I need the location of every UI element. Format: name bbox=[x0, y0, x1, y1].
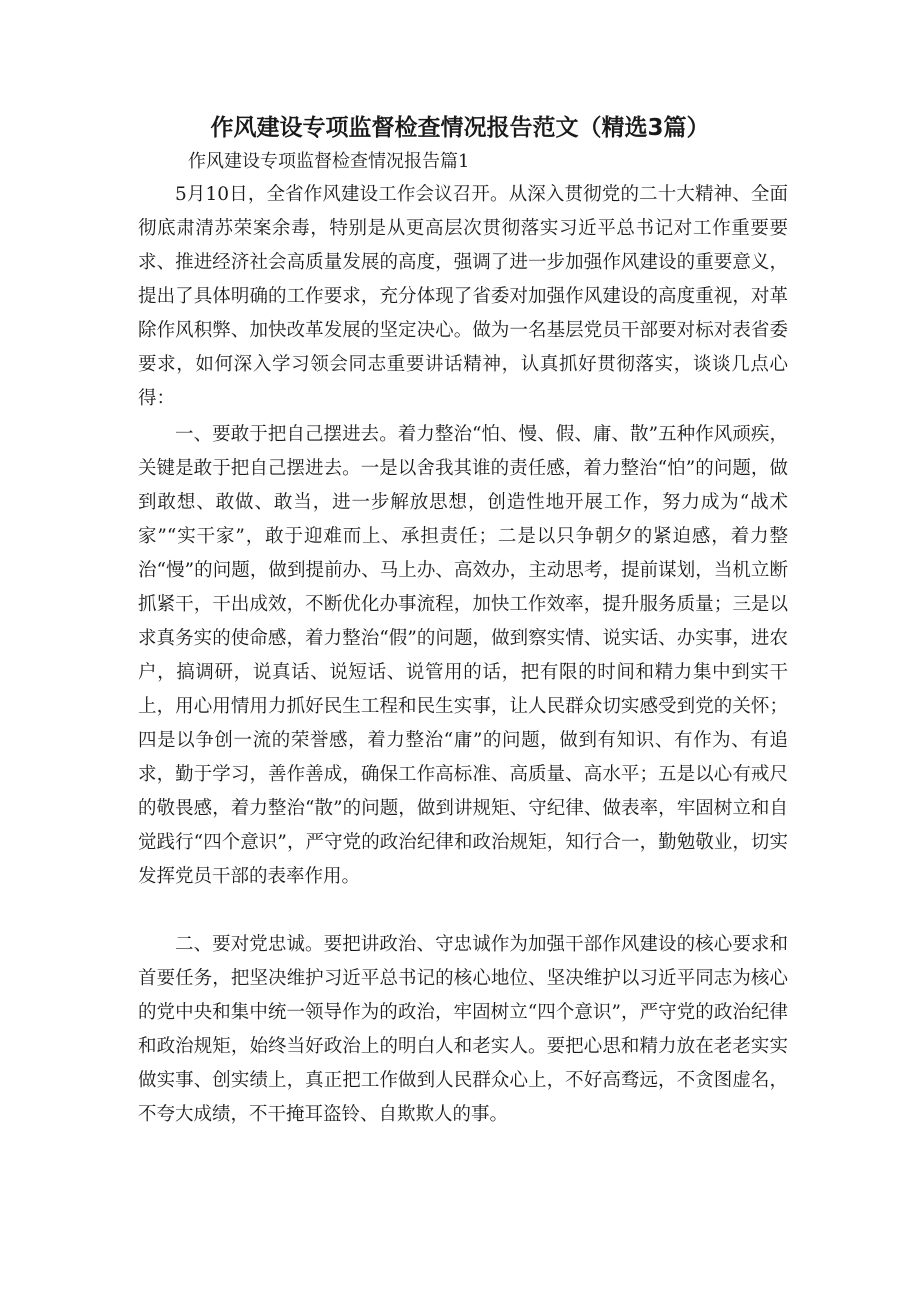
section-subtitle: 作风建设专项监督检查情况报告篇1 bbox=[188, 151, 470, 172]
paragraph-3: 二、要对党忠诚。要把讲政治、守忠诚作为加强干部作风建设的核心要求和首要任务，把坚决维护习近平总书记的核心地位、坚决维护以习近平同志为核心的党中央和集中统一领导作为的政治，牢固树立“四个意识”，严守党的政治纪律和政治规矩，始终当好政治上的明白人和老实人。要把心思和精力放在老老实实做实事、创实绩上，真正把工作做到人民群众心上，不好高骛远，不贪图虚名，不夸大成绩，不干掩耳盗铃、自欺欺人的事。 bbox=[138, 934, 788, 1125]
paragraph-3-block bbox=[138, 928, 788, 1132]
paragraph-1: 5月10日，全省作风建设工作会议召开。从深入贯彻党的二十大精神、全面彻底肃清苏荣案余毒，特别是从更高层次贯彻落实习近平总书记对工作重要要求、推进经济社会高质量发展的高度，强调了进一步加强作风建设的重要意义，提出了具体明确的工作要求，充分体现了省委对加强作风建设的高度重视，对革除作风积弊、加快改革发展的坚定决心。做为一名基层党员干部要对标对表省委要求，如何深入学习领会同志重要讲话精神，认真抓好贯彻落实，谈谈几点心得： bbox=[138, 184, 788, 409]
paragraph-1-block bbox=[138, 178, 788, 416]
paragraph-2-block bbox=[138, 418, 788, 894]
paragraph-2: 一、要敢于把自己摆进去。着力整治“怕、慢、假、庸、散”五种作风顽疾，关键是敢于把自己摆进去。一是以舍我其谁的责任感，着力整治“怕”的问题，做到敢想、敢做、敢当，进一步解放思想，创造性地开展工作，努力成为“战术家”“实干家”，敢于迎难而上、承担责任；二是以只争朝夕的紧迫感，着力整治“慢”的问题，做到提前办、马上办、高效办，主动思考，提前谋划，当机立断抓紧干，干出成效，不断优化办事流程，加快工作效率，提升服务质量；三是以求真务实的使命感，着力整治“假”的问题，做到察实情、说实话、办实事，进农户，搞调研，说真话、说短话、说管用的话，把有限的时间和精力集中到实干上，用心用情用力抓好民生工程和民生实事，让人民群众切实感受到党的关怀；四是以争创一流的荣誉感，着力整治“庸”的问题，做到有知识、有作为、有追求，勤于学习，善作善成，确保工作高标准、高质量、高水平；五是以心有戒尺的敬畏感，着力整治“散”的问题，做到讲规矩、守纪律、做表率，牢固树立和自觉践行“四个意识”，严守党的政治纪律和政治规矩，知行合一，勤勉敬业，切实发挥党员干部的表率作用。 bbox=[138, 424, 788, 887]
document-title: 作风建设专项监督检查情况报告范文（精选3篇） bbox=[210, 115, 710, 141]
